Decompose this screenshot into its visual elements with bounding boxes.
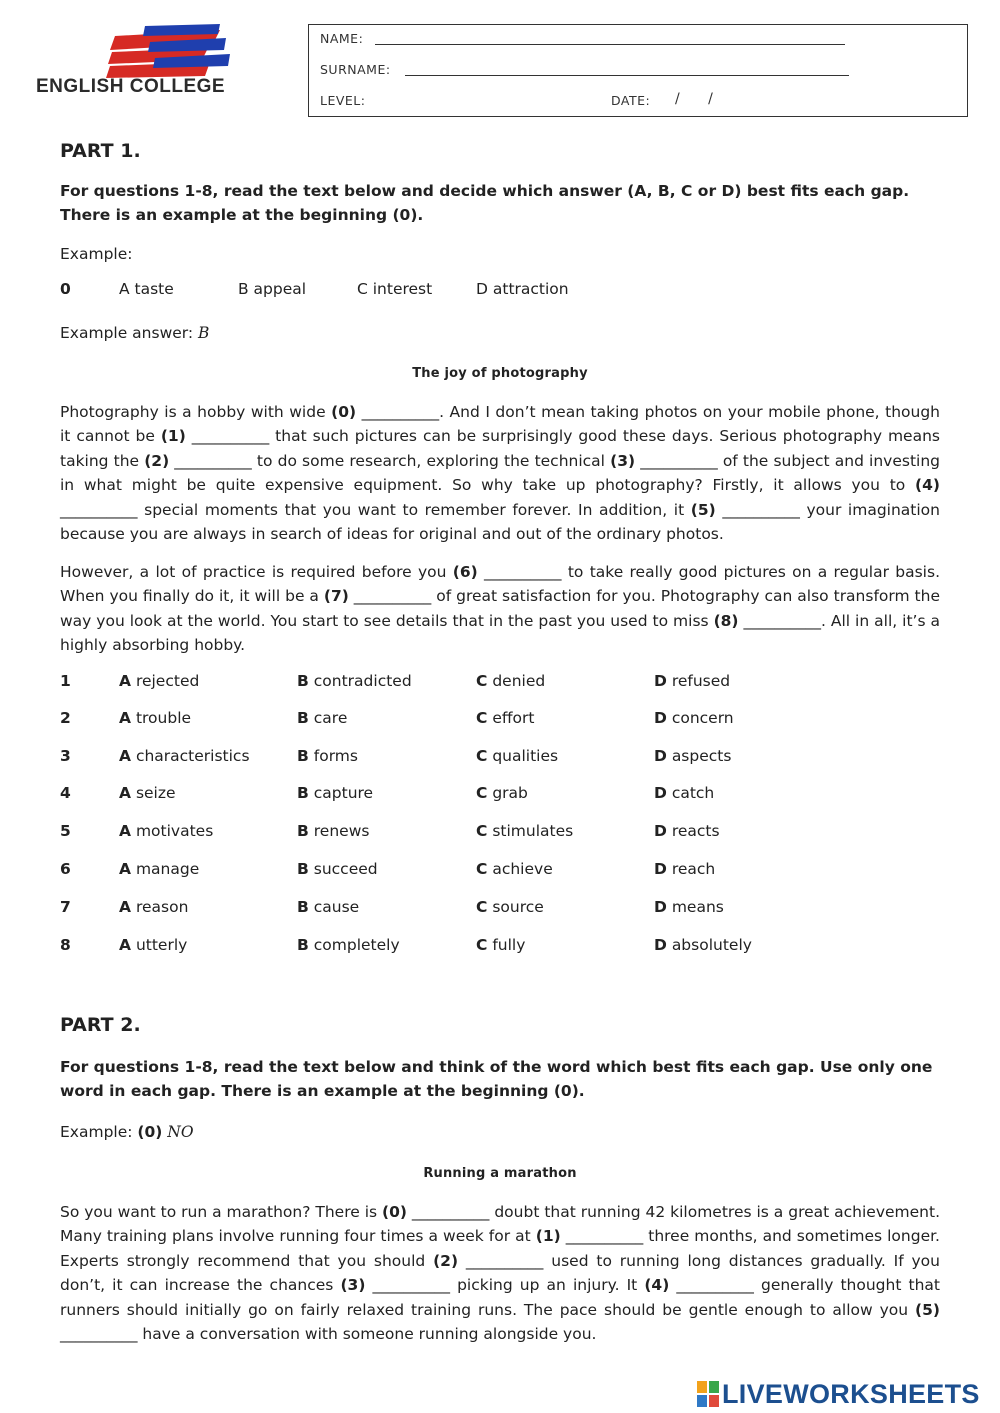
- example-option-b: B appeal: [238, 280, 307, 298]
- part2-heading: PART 2.: [60, 1014, 141, 1036]
- name-label: NAME:: [320, 31, 364, 46]
- part2-text-title: Running a marathon: [423, 1166, 577, 1181]
- level-label: LEVEL:: [320, 93, 366, 108]
- surname-field[interactable]: [405, 75, 849, 76]
- part2-example: [60, 1120, 194, 1144]
- part1-text-title: The joy of photography: [412, 366, 588, 381]
- surname-label: SURNAME:: [320, 62, 391, 77]
- example-option-c: C interest: [357, 280, 433, 298]
- part2-paragraph: So you want to run a marathon? There is (0) __________ doubt that running 42 kilometres is a great achievement. Many training plans involve running four times a week for at (1) __________ three months, and sometimes longer. Experts strongly recommend that you should (2) __________ used to running long distances gradually. If you don’t, it can increase the chances (3) __________ picking up an injury. It (4) __________ generally thought that runners should initially go on fairly relaxed training runs. The pace should be gentle enough to allow you (5) __________ have a conversation with someone running alongside you.: [60, 1203, 940, 1344]
- name-field[interactable]: [375, 44, 845, 45]
- part1-example-label: Example:: [60, 245, 133, 263]
- liveworksheets-watermark: [697, 1380, 980, 1408]
- date-label: DATE:: [611, 93, 651, 108]
- liveworksheets-icon: [697, 1381, 719, 1407]
- example-answer-label: Example answer:: [60, 324, 194, 342]
- example-option-d: D attraction: [476, 280, 569, 298]
- liveworksheets-brand: LIVEWORKSHEETS: [722, 1378, 980, 1409]
- part1-paragraph-2: However, a lot of practice is required before you (6) __________ to take really good pictures on a regular basis. When you finally do it, it will be a (7) __________ of great satisfaction for you. Photography can also transform the way you look at the world. You start to see details that in the past you used to miss (8) __________. All in all, it’s a highly absorbing hobby.: [60, 563, 940, 655]
- part1-instructions: For questions 1-8, read the text below and decide which answer (A, B, C or D) best fits each gap. There is an example at the beginning (0).: [60, 182, 910, 225]
- date-slashes: / /: [675, 91, 725, 107]
- part2-example-label: Example:: [60, 1123, 133, 1141]
- example-answer-value: B: [198, 324, 210, 342]
- part2-example-answer: NO: [167, 1123, 194, 1141]
- part2-example-number: (0): [137, 1123, 163, 1141]
- part1-example-answer: [60, 321, 209, 345]
- example-number: 0: [60, 280, 71, 298]
- logo-text: ENGLISH COLLEGE: [36, 76, 226, 97]
- example-option-a: A taste: [119, 280, 174, 298]
- student-info-box: [308, 24, 968, 117]
- part2-instructions: For questions 1-8, read the text below and think of the word which best fits each gap. Use only one word in each gap. There is an example at the beginning (0).: [60, 1058, 933, 1101]
- part1-paragraph-1: Photography is a hobby with wide (0) __________. And I don’t mean taking photos on your mobile phone, though it cannot be (1) __________ that such pictures can be surprisingly good these days. Serious photography means taking the (2) __________ to do some research, exploring the technical (3) __________ of the subject and investing in what might be quite expensive equipment. So why take up photography? Firstly, it allows you to (4) __________ special moments that you want to remember forever. In addition, it (5) __________ your imagination because you are always in search of ideas for original and out of the ordinary photos.: [60, 403, 941, 544]
- part1-heading: PART 1.: [60, 140, 141, 162]
